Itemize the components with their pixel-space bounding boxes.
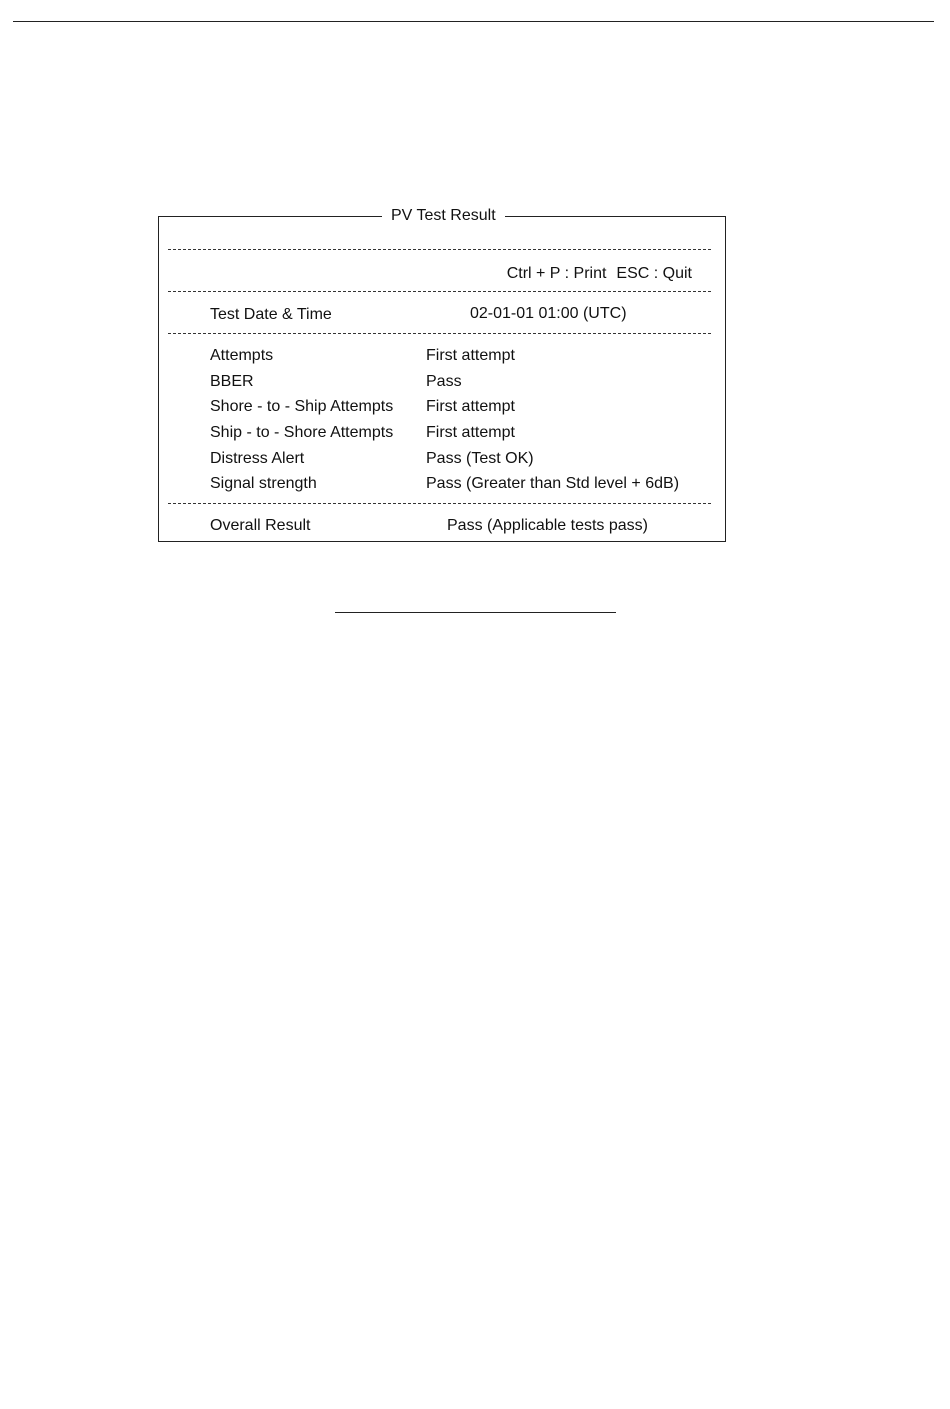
date-time-value: 02-01-01 01:00 (UTC) xyxy=(470,305,627,322)
dashed-divider xyxy=(168,503,711,504)
shore-to-ship-value: First attempt xyxy=(426,398,515,415)
shortcut-bar xyxy=(507,264,692,284)
bber-value: Pass xyxy=(426,373,462,390)
ship-to-shore-value: First attempt xyxy=(426,424,515,441)
signal-strength-label: Signal strength xyxy=(210,475,317,492)
overall-result-value: Pass (Applicable tests pass) xyxy=(447,517,648,534)
ship-to-shore-label: Ship - to - Shore Attempts xyxy=(210,424,394,441)
dashed-divider xyxy=(168,249,711,250)
figure-caption-rule xyxy=(335,612,616,613)
dashed-divider xyxy=(168,291,711,292)
distress-alert-label: Distress Alert xyxy=(210,450,305,467)
distress-alert-value: Pass (Test OK) xyxy=(426,450,534,467)
bber-label: BBER xyxy=(210,373,254,390)
quit-shortcut[interactable]: ESC : Quit xyxy=(616,265,692,282)
shore-to-ship-label: Shore - to - Ship Attempts xyxy=(210,398,394,415)
signal-strength-value: Pass (Greater than Std level + 6dB) xyxy=(426,475,680,492)
attempts-value: First attempt xyxy=(426,347,515,364)
page-header-rule xyxy=(13,21,934,22)
date-time-label: Test Date & Time xyxy=(210,306,332,323)
overall-result-label: Overall Result xyxy=(210,517,311,534)
pv-test-result-dialog xyxy=(158,207,726,542)
dashed-divider xyxy=(168,333,711,334)
dialog-title: PV Test Result xyxy=(382,206,505,226)
attempts-label: Attempts xyxy=(210,347,274,364)
print-shortcut[interactable]: Ctrl + P : Print xyxy=(506,265,607,282)
